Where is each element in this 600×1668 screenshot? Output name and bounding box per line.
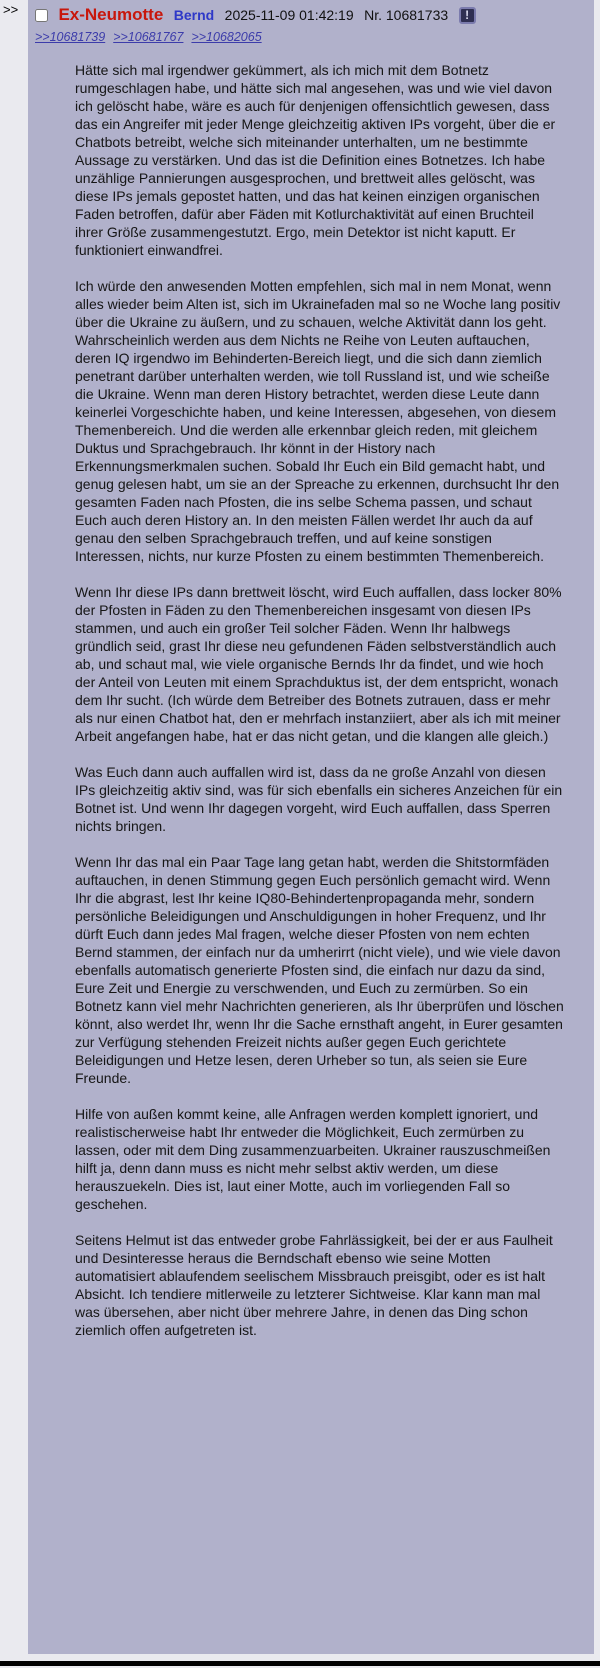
- post-timestamp: 2025-11-09 01:42:19: [224, 7, 354, 23]
- backlink[interactable]: >>10682065: [191, 30, 262, 44]
- message-paragraph: Seitens Helmut ist das entweder grobe Fahrlässigkeit, bei der er aus Faulheit und Desinteresse heraus die Berndschaft ebenso wie seine Motten automatisiert ablaufendem seelischem Missbrauch preisgibt, oder es ist halt Absicht. Ich tendiere mitlerweile zu letzterer Sichtweise. Klar kann man mal was übersehen, aber nicht über mehrere Jahre, in denen das Ding schon ziemlich offen aufgetreten ist.: [75, 1232, 553, 1338]
- post-subject: Ex-Neumotte: [58, 5, 164, 24]
- post-select-checkbox[interactable]: [35, 9, 48, 22]
- post-number-link[interactable]: Nr. 10681733: [364, 7, 449, 23]
- message-paragraph: Hätte sich mal irgendwer gekümmert, als ich mich mit dem Botnetz rumgeschlagen habe, und hätte sich mal angesehen, was und wie viel davon ich gelöscht habe, wäre es auch für denjenigen offensichtlich gewesen, dass das ein Angreifer mit jeder Menge gleichzeitig aktiven IPs vorgeht, über die er Chatbots betreibt, welche sich miteinander unterhalten, um ne bestimmte Aussage zu verstärken. Und das ist die Definition eines Botnetzes. Ich habe unzählige Pannierungen ausgesprochen, und brettweit alles gelöscht, was diese IPs jemals gepostet hatten, und das hat keinen einzigen organischen Faden betroffen, dafür aber Fäden mit Kotlurchaktivität auf einen Bruchteil ihrer Größe zusammengestutzt. Ergo, mein Detektor ist nicht kaputt. Er funktioniert einwandfrei.: [75, 62, 556, 258]
- message-paragraph: Hilfe von außen kommt keine, alle Anfragen werden komplett ignoriert, und realistischerweise habt Ihr entweder die Möglichkeit, Euch zermürben zu lassen, oder mit dem Ding zusammenzuarbeiten. Ukrainer rauszuschmeißen hilft ja, denn dann muss es nicht mehr selbst aktiv werden, um diese herauszuekeln. Dies ist, laut einer Motte, auch im vorliegenden Fall so geschehen.: [75, 1106, 551, 1212]
- post-header: [35, 5, 594, 25]
- backlinks-row: [35, 30, 594, 44]
- poster-name: Bernd: [173, 7, 215, 23]
- message-paragraph: Wenn Ihr diese IPs dann brettweit löscht, wird Euch auffallen, dass locker 80% der Pfosten in Fäden zu den Themenbereichen insgesamt von diesen IPs stammen, und auch ein großer Teil solcher Fäden. Wenn Ihr halbwegs gründlich seid, grast Ihr diese neu gefundenen Fäden selbstverständlich auch ab, und schaut mal, wie viele organische Bernds Ihr da findet, und wie hoch der Anteil von Leuten mit einem Sprachduktus ist, der dem entspricht, wonach dem Ihr sucht. (Ich würde dem Betreiber des Botnets zutrauen, dass er mehr als nur einen Chatbot hat, den er mehrfach instanziiert, aber als ich mit meiner Arbeit angefangen habe, hat er das nicht getan, und die klangen alle gleich.): [75, 584, 562, 744]
- thread-divider: [0, 1661, 600, 1666]
- exclamation-icon: !: [459, 7, 476, 24]
- backlink[interactable]: >>10681739: [35, 30, 106, 44]
- message-paragraph: Was Euch dann auch auffallen wird ist, dass da ne große Anzahl von diesen IPs gleichzeitig aktiv sind, was für sich ebenfalls ein sicheres Anzeichen für ein Botnet ist. Und wenn Ihr dagegen vorgeht, wird Euch auffallen, dass Sperren nichts bringen.: [75, 764, 563, 834]
- message-paragraph: Ich würde den anwesenden Motten empfehlen, sich mal in nem Monat, wenn alles wieder beim Alten ist, sich im Ukrainefaden mal so ne Woche lang positiv über die Ukraine zu äußern, und zu schauen, welche Aktivität dann los geht. Wahrscheinlich werden aus dem Nichts ne Reihe von Leuten auftauchen, deren IQ irgendwo im Behinderten-Bereich liegt, und die sich dann ziemlich penetrant darüber unterhalten werden, wie toll Russland ist, und wie scheiße die Ukraine. Wenn man deren History betrachtet, werden diese Leute dann keinerlei Vorgeschichte haben, und keine Interessen, abgesehen, von diesem Themenbereich. Und die werden alle erkennbar gleich reden, mit gleichem Duktus und Sprachgebrauch. Ihr könnt in der History nach Erkennungsmerkmalen suchen. Sobald Ihr Euch ein Bild gemacht habt, und genug gelesen habt, um sie an der Spreache zu erkennen, durchsucht Ihr den gesamten Faden nach Pfosten, die ins selbe Schema passen, und schaut Euch auch deren History an. In den meisten Fällen werdet Ihr auch da auf genau den selben Sprachgebrauch treffen, und auf keine sonstigen Interessen, nichts, nur kurze Pfosten zu einem bestimmten Themenbereich.: [75, 278, 561, 564]
- post-container: [28, 0, 594, 1654]
- message-paragraph: Wenn Ihr das mal ein Paar Tage lang getan habt, werden die Shitstormfäden auftauchen, in denen Stimmung gegen Euch persönlich gemacht wird. Wenn Ihr die abgrast, lest Ihr keine IQ80-Behindertenpropaganda mehr, sondern persönliche Beleidigungen und Anschuldigungen in hoher Frequenz, und Ihr dürft Euch dann jedes Mal fragen, welche dieser Pfosten von nem echten Bernd stammen, der einfach nur da umherirrt (nicht viele), und wie viele davon ebenfalls automatisch generierte Pfosten sind, die einfach nur dazu da sind, Eure Zeit und Energie zu verschwenden, und Euch zu zermürben. So ein Botnetz kann viel mehr Nachrichten generieren, als Ihr überprüfen und löschen könnt, also werdet Ihr, wenn Ihr die Sache ernsthaft angeht, in Eurer gesamten zur Verfügung stehenden Freizeit nichts außer gegen Euch gerichtete Beleidigungen und Hetze lesen, deren Urheber so tun, als seien sie Eure Freunde.: [75, 854, 564, 1086]
- backlink[interactable]: >>10681767: [113, 30, 184, 44]
- post-message: [75, 61, 564, 1339]
- backlink-marker: >>: [3, 2, 19, 17]
